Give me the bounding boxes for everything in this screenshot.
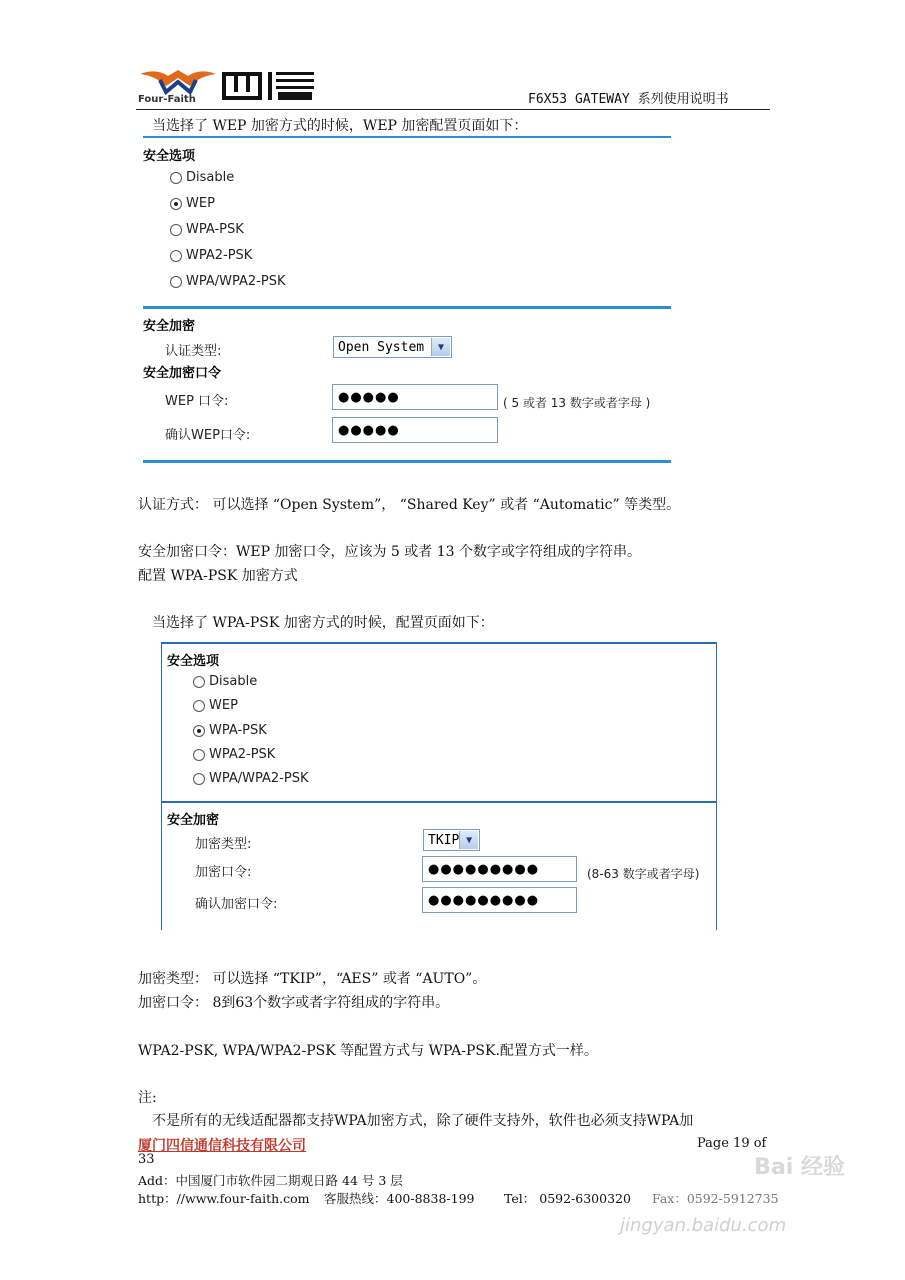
security-encryption-title: 安全加密 [143, 319, 196, 334]
radio-wpa2-psk[interactable]: WPA2-PSK [170, 248, 252, 263]
note-label: 注: [138, 1090, 157, 1106]
radio-icon [193, 773, 205, 785]
radio-selected-icon [193, 725, 205, 737]
radio-icon [193, 676, 205, 688]
enc-key-hint: (8-63 数字或者字母) [587, 867, 700, 881]
enc-key-label: 加密口令: [195, 865, 252, 880]
encryption-key-title: 安全加密口令 [143, 366, 222, 381]
footer-company: 厦门四信通信科技有限公司 [138, 1138, 306, 1154]
wep-key-label: WEP 口令: [165, 394, 229, 409]
radio-wpa-psk[interactable]: WPA-PSK [193, 723, 267, 738]
security-options-title: 安全选项 [167, 654, 220, 669]
radio-disable[interactable]: Disable [193, 674, 257, 689]
footer-hotline: 客服热线：400-8838-199 [324, 1191, 475, 1206]
radio-icon [170, 276, 182, 288]
radio-icon [170, 250, 182, 262]
confirm-enc-key-label: 确认加密口令: [195, 897, 278, 912]
enc-type-select[interactable]: TKIP ▼ [423, 829, 480, 851]
para-auth: 认证方式： 可以选择 “Open System”， “Shared Key” 或者 “Automatic” 等类型。 [138, 497, 681, 513]
auth-type-label: 认证类型: [165, 344, 222, 359]
baidu-watermark: Bai 经验 [754, 1155, 845, 1180]
radio-wpa2-psk[interactable]: WPA2-PSK [193, 747, 275, 762]
enc-key-input[interactable]: ●●●●●●●●● [422, 856, 577, 882]
panel-rule [143, 136, 671, 138]
para-enc-type: 加密类型： 可以选择 “TKIP”，“AES” 或者 “AUTO”。 [138, 971, 487, 987]
radio-selected-icon [170, 198, 182, 210]
wep-key-input[interactable]: ●●●●● [332, 384, 498, 410]
confirm-wep-key-label: 确认WEP口令: [165, 428, 251, 443]
wep-key-hint: ( 5 或者 13 数字或者字母 ) [503, 396, 651, 410]
intro-wep: 当选择了 WEP 加密方式的时候，WEP 加密配置页面如下： [152, 118, 528, 134]
header-rule [136, 109, 770, 110]
chevron-down-icon: ▼ [459, 831, 478, 849]
note-text: 不是所有的无线适配器都支持WPA加密方式，除了硬件支持外，软件也必须支持WPA加 [152, 1113, 694, 1129]
radio-wpa-psk[interactable]: WPA-PSK [170, 222, 244, 237]
radio-wpa-wpa2-psk[interactable]: WPA/WPA2-PSK [170, 274, 285, 289]
para-enc-key: 加密口令： 8到63个数字或者字符组成的字符串。 [138, 995, 450, 1011]
footer-page-total: 33 [138, 1152, 155, 1167]
baidu-watermark-url: jingyan.baidu.com [620, 1215, 787, 1236]
footer-address: Add：中国厦门市软件园二期观日路 44 号 3 层 [138, 1173, 403, 1188]
security-options-title: 安全选项 [143, 149, 196, 164]
document-title: F6X53 GATEWAY 系列使用说明书 [528, 92, 729, 107]
section-divider [143, 306, 671, 309]
radio-icon [170, 172, 182, 184]
radio-icon [193, 700, 205, 712]
para-same: WPA2-PSK, WPA/WPA2-PSK 等配置方式与 WPA-PSK.配置方式一样。 [138, 1043, 598, 1059]
radio-icon [170, 224, 182, 236]
footer-page: Page 19 of [697, 1136, 767, 1151]
chevron-down-icon: ▼ [431, 338, 450, 356]
confirm-wep-key-input[interactable]: ●●●●● [332, 417, 498, 443]
radio-disable[interactable]: Disable [170, 170, 234, 185]
radio-wpa-wpa2-psk[interactable]: WPA/WPA2-PSK [193, 771, 308, 786]
brand-name: Four-Faith [138, 94, 196, 105]
footer-fax: Fax：0592-5912735 [652, 1191, 779, 1206]
para-config: 配置 WPA-PSK 加密方式 [138, 568, 298, 584]
security-encryption-title: 安全加密 [167, 813, 220, 828]
confirm-enc-key-input[interactable]: ●●●●●●●●● [422, 887, 577, 913]
radio-wep[interactable]: WEP [170, 196, 215, 211]
para-key: 安全加密口令：WEP 加密口令，应该为 5 或者 13 个数字或字符组成的字符串。 [138, 544, 642, 560]
footer-tel: Tel： 0592-6300320 [504, 1191, 631, 1206]
intro-wpa: 当选择了 WPA-PSK 加密方式的时候，配置页面如下： [152, 615, 494, 631]
panel-bottom-rule [143, 460, 671, 463]
section-divider [162, 801, 716, 803]
auth-type-select[interactable]: Open System ▼ [333, 336, 452, 358]
radio-icon [193, 749, 205, 761]
footer-website: http：//www.four-faith.com [138, 1191, 310, 1206]
enc-type-label: 加密类型: [195, 837, 252, 852]
radio-wep[interactable]: WEP [193, 698, 238, 713]
